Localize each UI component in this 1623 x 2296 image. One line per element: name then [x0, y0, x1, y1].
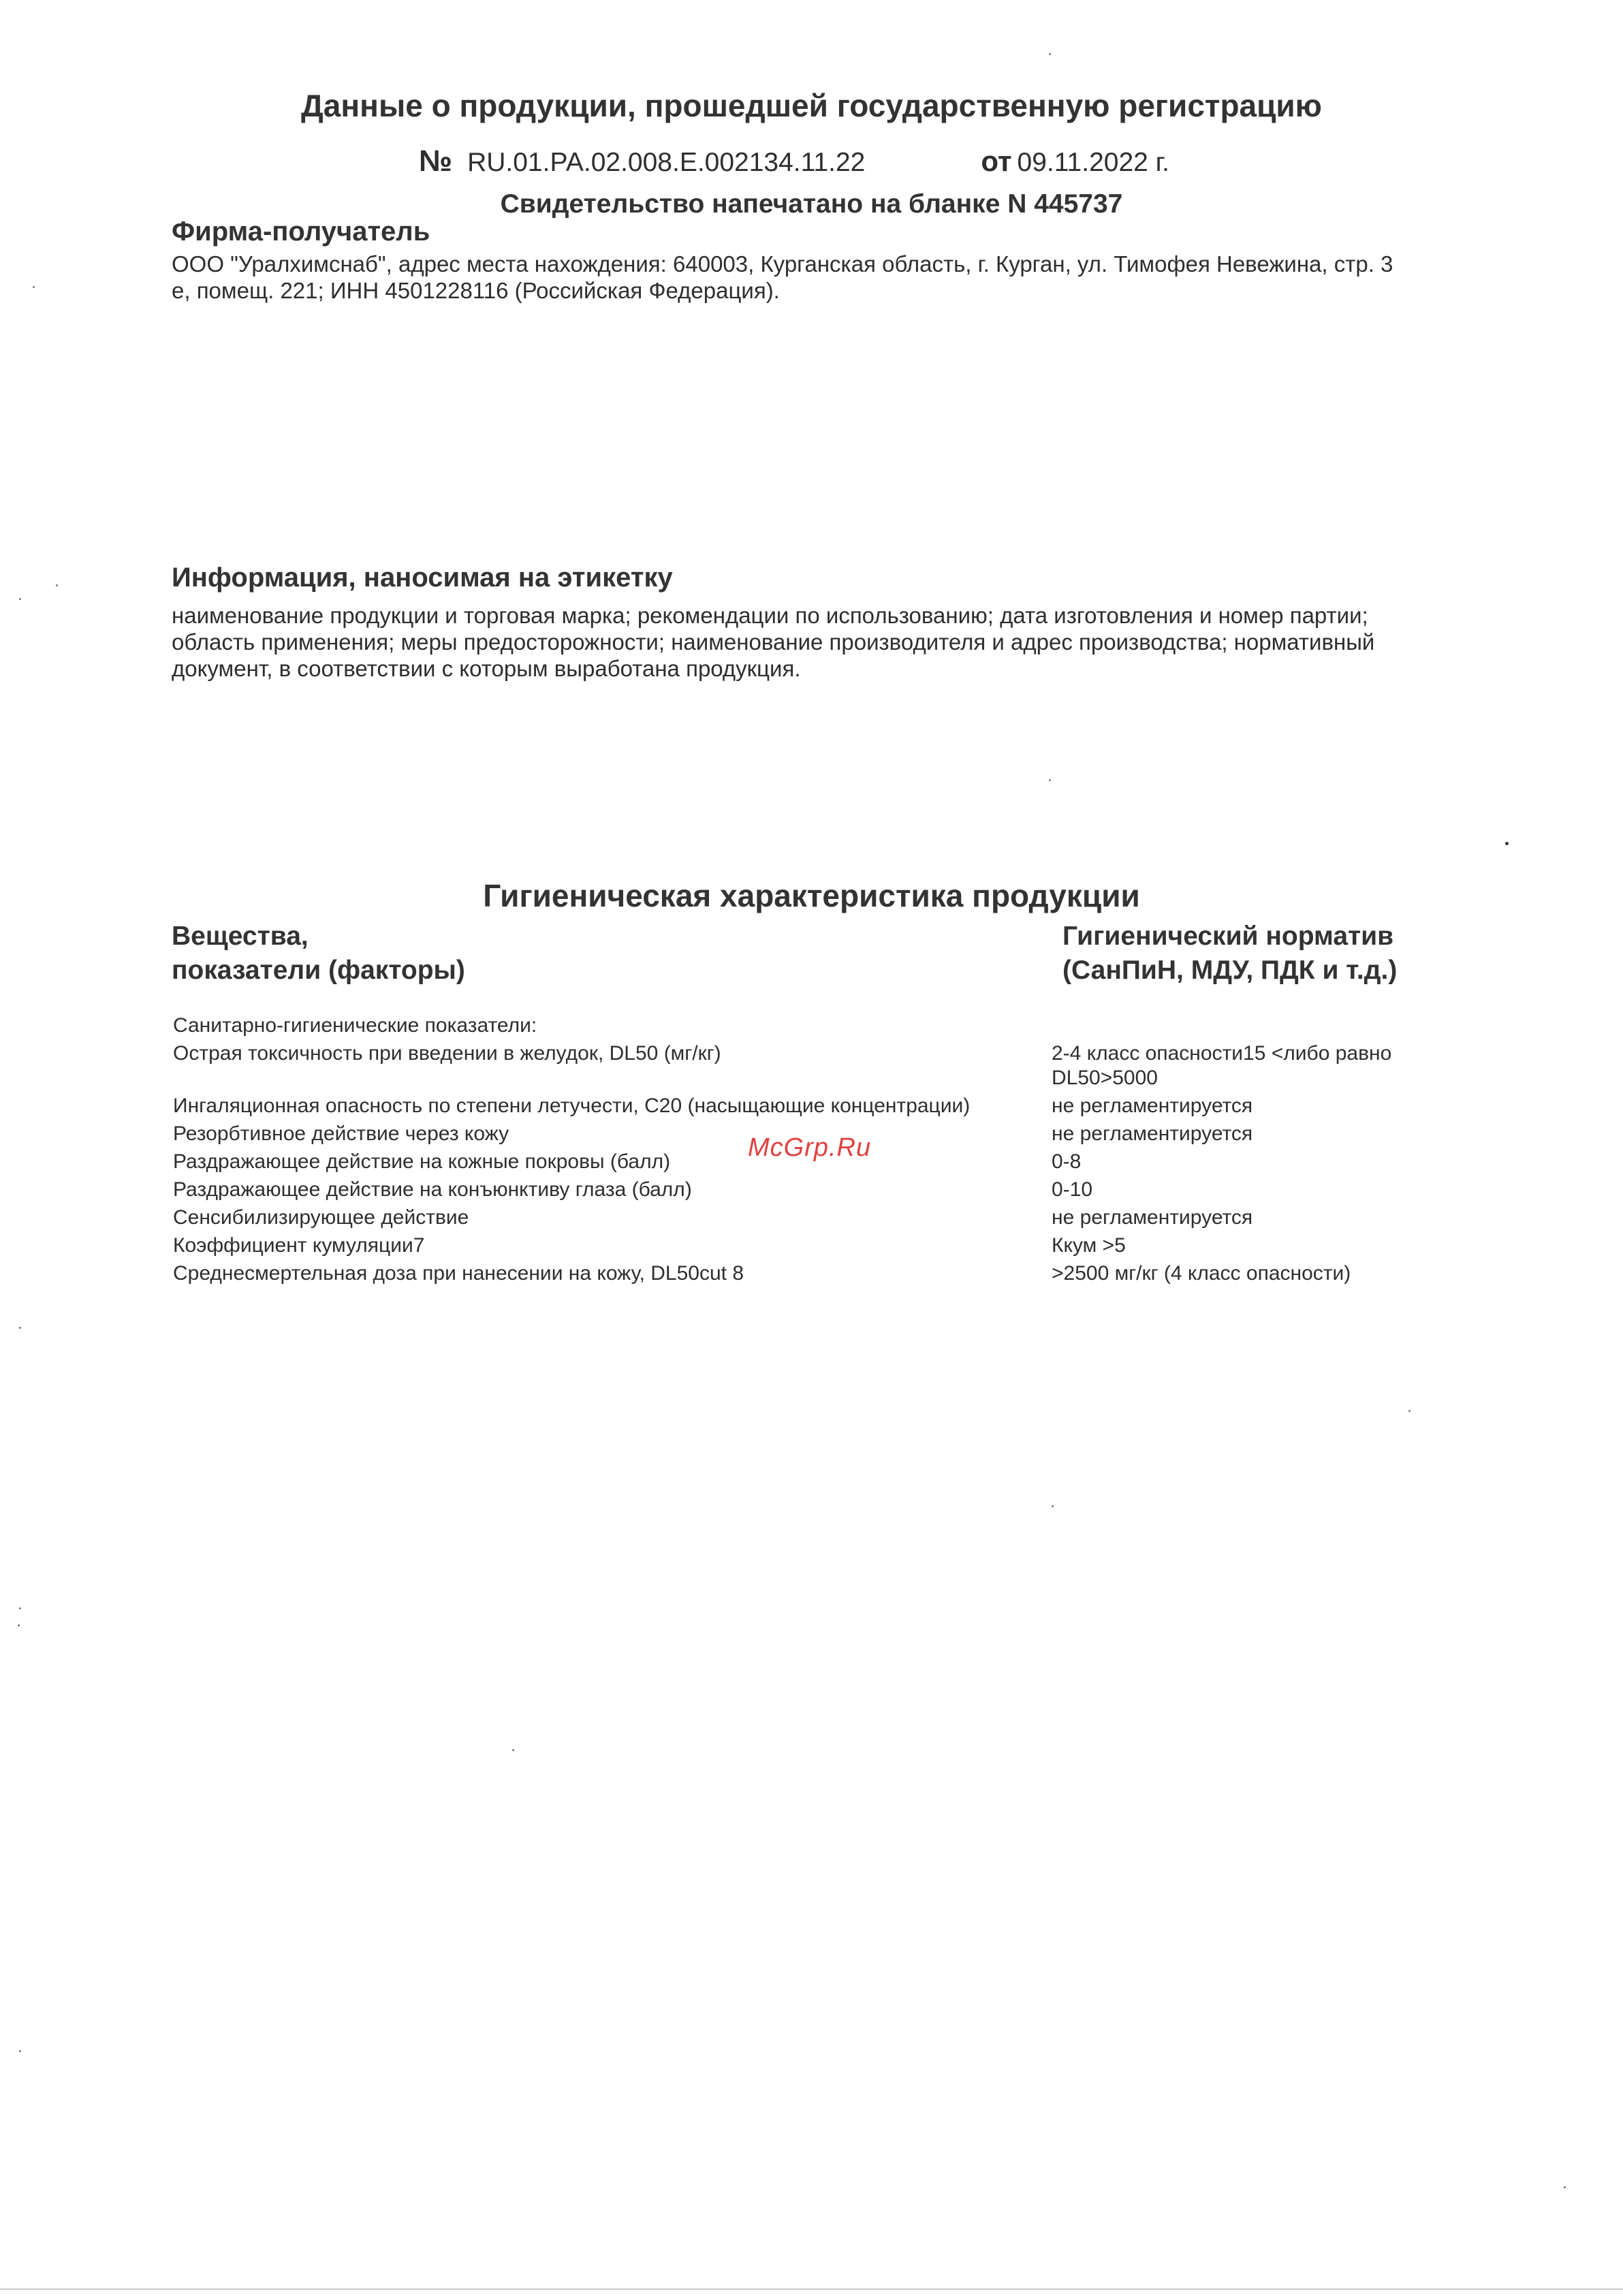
- scan-speck: [33, 286, 35, 288]
- factor-cell: Коэффициент кумуляции7: [173, 1234, 425, 1257]
- scan-speck: [56, 584, 58, 586]
- watermark-text: McGrp.Ru: [748, 1133, 872, 1162]
- table-row: [173, 1206, 1467, 1230]
- factors-column-header: [172, 919, 465, 988]
- factor-cell: Санитарно-гигиенические показатели:: [173, 1014, 537, 1037]
- factor-cell: Среднесмертельная доза при нанесении на кожу, DL50cut 8: [173, 1262, 744, 1285]
- table-row: [173, 1233, 1467, 1258]
- number-sign: №: [419, 144, 453, 178]
- norm-cell: 0-8: [1052, 1150, 1082, 1173]
- norm-cell: 2-4 класс опасности15 <либо равно DL50>5000: [1052, 1042, 1392, 1089]
- factor-cell: Сенсибилизирующее действие: [173, 1206, 469, 1229]
- scan-speck: [1049, 779, 1051, 781]
- table-row: [173, 1261, 1467, 1286]
- scan-speck: [19, 1327, 21, 1329]
- firm-details: ООО "Уралхимснаб", адрес места нахождения: 640003, Курганская область, г. Курган, ул. Тимофея Невежина, стр. 3 е, помещ. 221; ИНН 4501228116 (Российская Федерация).: [172, 251, 1393, 303]
- factor-cell: Резорбтивное действие через кожу: [173, 1122, 509, 1145]
- norm-cell: [1052, 1013, 1467, 1038]
- norm-cell: >2500 мг/кг (4 класс опасности): [1052, 1262, 1351, 1285]
- norm-cell: не регламентируется: [1052, 1122, 1253, 1145]
- norm-header-line1: Гигиенический норматив: [1062, 922, 1394, 951]
- scan-speck: [18, 1624, 20, 1626]
- scan-speck: [19, 1607, 21, 1609]
- norm-cell: не регламентируется: [1052, 1206, 1253, 1229]
- hygiene-title: Гигиеническая характеристика продукции: [483, 878, 1140, 913]
- scan-speck: [1049, 53, 1051, 55]
- scan-speck: [1564, 2186, 1566, 2188]
- scan-speck: [1505, 842, 1509, 845]
- table-row: [173, 1041, 1467, 1090]
- label-info-text: наименование продукции и торговая марка; рекомендации по использованию; дата изготовления и номер партии; область применения; меры предосторожности; наименование производителя и адрес производства; нормативный документ, в соответствии с которым выработана продукция.: [172, 603, 1375, 681]
- factor-cell: Раздражающее действие на кожные покровы (балл): [173, 1150, 671, 1173]
- factors-header-line1: Вещества,: [172, 922, 309, 951]
- scan-speck: [19, 2050, 21, 2052]
- norm-header-line2: (СанПиН, МДУ, ПДК и т.д.): [1062, 956, 1398, 985]
- factors-header-line2: показатели (факторы): [172, 956, 465, 985]
- factor-cell: Раздражающее действие на конъюнктиву глаза (балл): [173, 1178, 692, 1201]
- norm-column-header: [1062, 919, 1397, 988]
- scan-speck: [1408, 1410, 1411, 1412]
- registration-date: 09.11.2022 г.: [1017, 148, 1169, 177]
- norm-cell: Ккум >5: [1052, 1234, 1126, 1257]
- scan-speck: [512, 1749, 514, 1751]
- factor-cell: Острая токсичность при введении в желудок, DL50 (мг/кг): [173, 1042, 721, 1065]
- table-row: [173, 1178, 1467, 1202]
- label-info-heading: Информация, наносимая на этикетку: [172, 563, 673, 593]
- date-word: от: [981, 145, 1012, 177]
- document-title: Данные о продукции, прошедшей государственную регистрацию: [301, 88, 1322, 123]
- scan-speck: [1052, 1505, 1054, 1507]
- registration-line: [419, 144, 1169, 178]
- table-row: [173, 1094, 1467, 1118]
- norm-cell: 0-10: [1052, 1178, 1093, 1201]
- table-row: [173, 1013, 1467, 1038]
- norm-cell: не регламентируется: [1052, 1095, 1253, 1117]
- factor-cell: Ингаляционная опасность по степени летучести, С20 (насыщающие концентрации): [173, 1095, 971, 1117]
- firm-heading: Фирма-получатель: [172, 217, 430, 247]
- printed-on-form-note: Свидетельство напечатано на бланке N 445737: [500, 189, 1123, 219]
- registration-number: RU.01.РА.02.008.Е.002134.11.22: [467, 148, 866, 177]
- page-bottom-edge: [0, 2289, 1623, 2290]
- scan-speck: [19, 598, 21, 600]
